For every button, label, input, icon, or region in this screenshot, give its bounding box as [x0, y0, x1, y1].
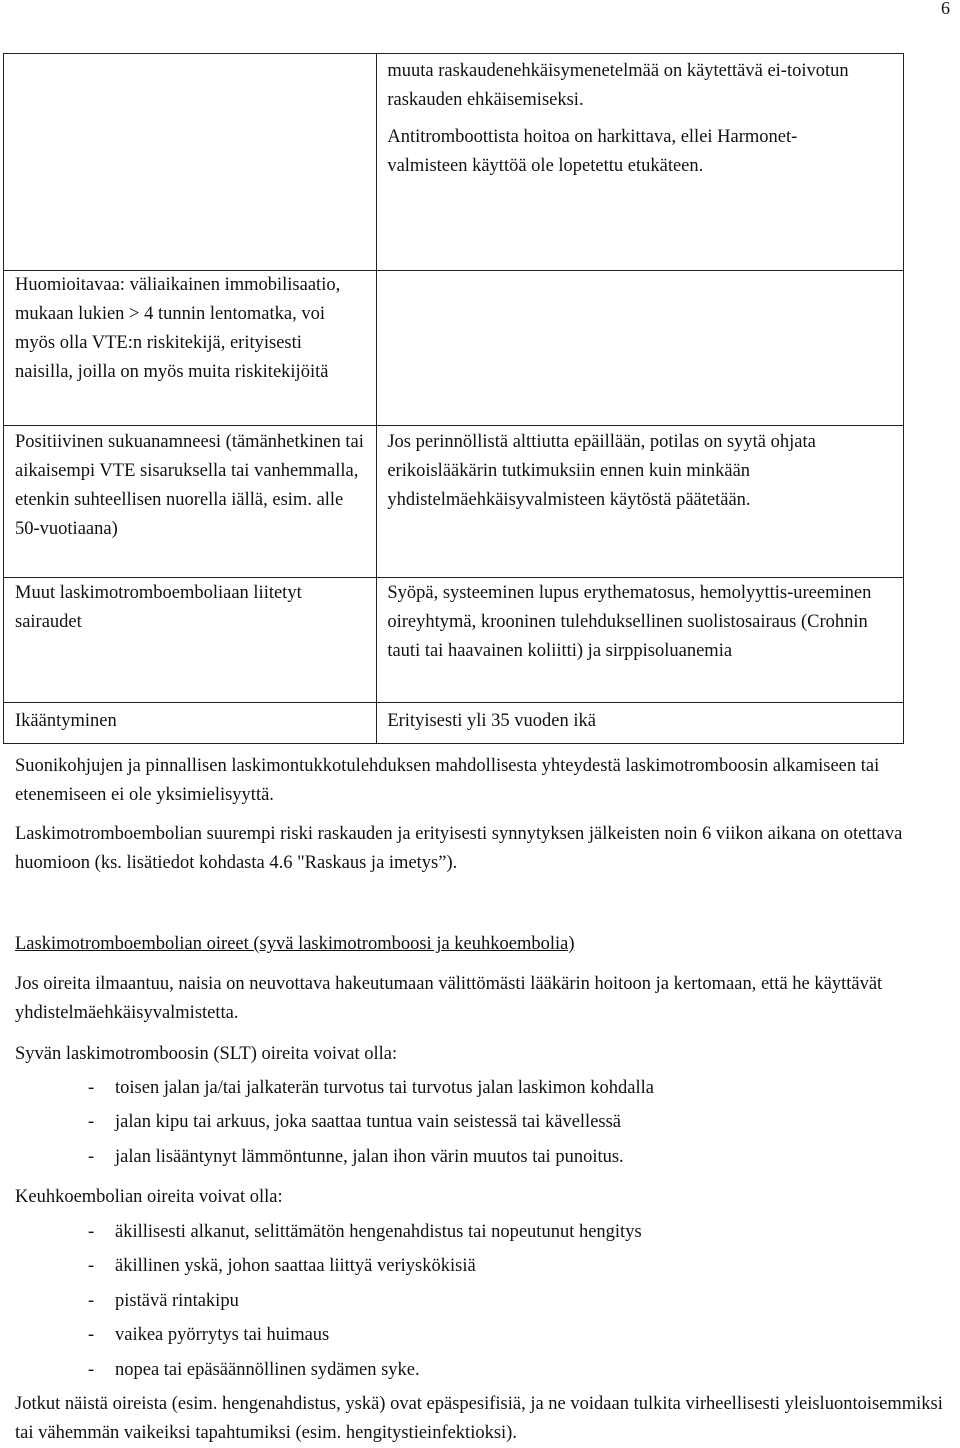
- cell-text: Muut laskimotromboemboliaan liitetyt sairaudet: [15, 583, 302, 632]
- bullet-dash: -: [88, 1078, 95, 1098]
- table-cell: [4, 271, 377, 426]
- table-row: [4, 426, 904, 578]
- bullet-dash: -: [88, 1112, 95, 1132]
- bullet-dash: -: [88, 1222, 95, 1242]
- cell-text: Antitromboottista hoitoa on harkittava, ellei Harmonet-valmisteen käyttöä ole lopetettu etukäteen.: [387, 127, 798, 176]
- table-row: [4, 703, 904, 744]
- table-cell: [377, 703, 904, 744]
- page-number: 6: [941, 0, 950, 18]
- table-cell: [377, 271, 904, 426]
- ke-intro: Keuhkoembolian oireita voivat olla:: [15, 1187, 283, 1207]
- cell-text: muuta raskaudenehkäisymenetelmää on käytettävä ei-toivotun raskauden ehkäisemiseksi.: [387, 61, 849, 110]
- slt-intro: Syvän laskimotromboosin (SLT) oireita voivat olla:: [15, 1044, 398, 1064]
- table-row: [4, 54, 904, 271]
- bullet-dash: -: [88, 1256, 95, 1276]
- table-cell: [377, 578, 904, 703]
- risk-factor-table: [3, 53, 904, 744]
- list-item-text: äkillisesti alkanut, selittämätön hengenahdistus tai nopeutunut hengitys: [115, 1222, 642, 1242]
- cell-text: Huomioitavaa: väliaikainen immobilisaatio, mukaan lukien > 4 tunnin lentomatka, voi myös olla VTE:n riskitekijä, erityisesti naisilla, joilla on myös muita riskitekijöitä: [15, 275, 341, 382]
- bullet-dash: -: [88, 1147, 95, 1167]
- bullet-dash: -: [88, 1291, 95, 1311]
- section-heading: Laskimotromboembolian oireet (syvä laskimotromboosi ja keuhkoembolia): [15, 934, 575, 954]
- table-row: [4, 271, 904, 426]
- table-cell: [4, 578, 377, 703]
- list-item-text: toisen jalan ja/tai jalkaterän turvotus tai turvotus jalan laskimon kohdalla: [115, 1078, 654, 1098]
- cell-text: Erityisesti yli 35 vuoden ikä: [387, 711, 596, 731]
- paragraph: Suonikohjujen ja pinnallisen laskimontukkotulehduksen mahdollisesta yhteydestä laskimotromboosin alkamiseen tai etenemiseen ei ole yksimielisyyttä.: [15, 756, 880, 805]
- table-cell: [4, 426, 377, 578]
- table-cell: [4, 703, 377, 744]
- cell-text: Syöpä, systeeminen lupus erythematosus, hemolyyttis-ureeminen oireyhtymä, krooninen tulehduksellinen suolistosairaus (Crohnin tauti tai haavainen koliitti) ja sirppisoluanemia: [387, 583, 872, 661]
- bullet-dash: -: [88, 1360, 95, 1380]
- table-cell: [4, 54, 377, 271]
- cell-text: Positiivinen sukuanamneesi (tämänhetkinen tai aikaisempi VTE sisaruksella tai vanhemmalla, etenkin suhteellisen nuorella iällä, esim. alle 50-vuotiaana): [15, 432, 364, 539]
- cell-text: Ikääntyminen: [15, 711, 117, 731]
- bullet-dash: -: [88, 1325, 95, 1345]
- list-item-text: jalan kipu tai arkuus, joka saattaa tuntua vain seistessä tai kävellessä: [115, 1112, 622, 1132]
- paragraph: Jotkut näistä oireista (esim. hengenahdistus, yskä) ovat epäspesifisiä, ja ne voidaan tulkita virheellisesti yleisluontoisemmiksi tai vähemmän vaikeiksi tapahtumiksi (esim. hengitystieinfektioksi).: [15, 1394, 943, 1443]
- table-row: [4, 578, 904, 703]
- cell-text: Jos perinnöllistä alttiutta epäillään, potilas on syytä ohjata erikoislääkärin tutkimuksiin ennen kuin minkään yhdistelmäehkäisyvalmisteen käytöstä päätetään.: [387, 432, 816, 510]
- list-item-text: vaikea pyörrytys tai huimaus: [115, 1325, 330, 1345]
- list-item-text: jalan lisääntynyt lämmöntunne, jalan ihon värin muutos tai punoitus.: [115, 1147, 624, 1167]
- paragraph: Laskimotromboembolian suurempi riski raskauden ja erityisesti synnytyksen jälkeisten noin 6 viikon aikana on otettava huomioon (ks. lisätiedot kohdasta 4.6 "Raskaus ja imetys”).: [15, 824, 903, 873]
- list-item-text: pistävä rintakipu: [115, 1291, 239, 1311]
- table-cell: [377, 426, 904, 578]
- list-item-text: nopea tai epäsäännöllinen sydämen syke.: [115, 1360, 420, 1380]
- list-item-text: äkillinen yskä, johon saattaa liittyä veriyskökisiä: [115, 1256, 476, 1276]
- paragraph: Jos oireita ilmaantuu, naisia on neuvottava hakeutumaan välittömästi lääkärin hoitoon ja kertomaan, että he käyttävät yhdistelmäehkäisyvalmistetta.: [15, 974, 883, 1023]
- table-cell: [377, 54, 904, 271]
